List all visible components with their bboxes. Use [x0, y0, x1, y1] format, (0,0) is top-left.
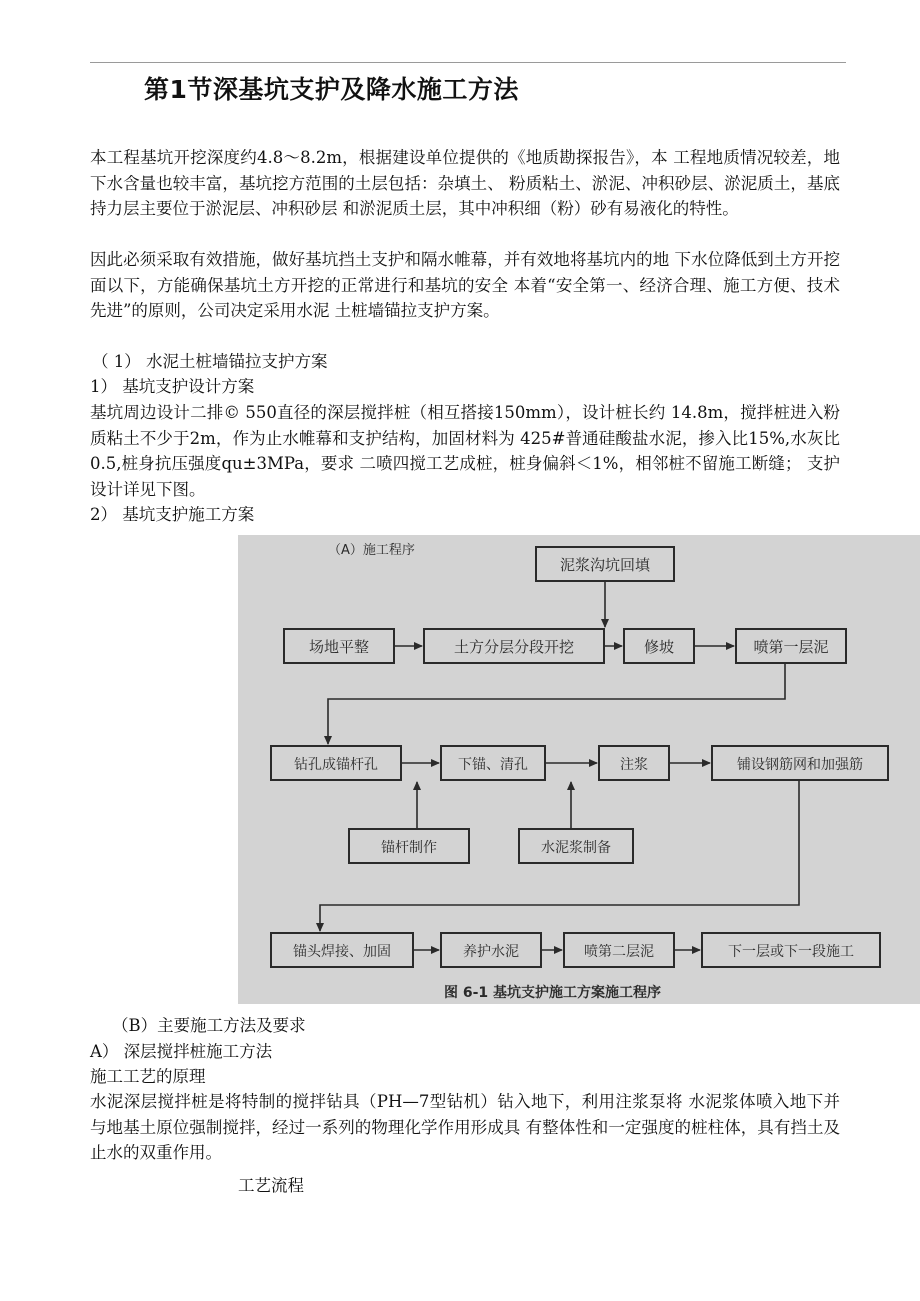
label-anchor-making: 锚杆制作: [381, 840, 437, 856]
flowchart-heading: （A）施工程序: [328, 543, 415, 558]
label-grouting: 注浆: [620, 757, 648, 773]
label-excavation: 土方分层分段开挖: [453, 638, 575, 656]
header-rule: [90, 62, 846, 63]
label-site-leveling: 场地平整: [308, 638, 370, 656]
label-mesh-reinforcement: 铺设钢筋网和加强筋: [737, 757, 863, 773]
label-insert-anchor: 下锚、清孔: [458, 757, 528, 773]
principle-paragraph: 水泥深层搅拌桩是将特制的搅拌钻具（PH—7型钻机）钻入地下，利用注浆泵将 水泥浆体喷入地下并与地基土原位强制搅拌，经过一系列的物理化学作用形成具 有整体性和一定强度的桩柱体，具有挡土及止水的双重作用。: [90, 1092, 840, 1162]
section-heading-1: （ 1） 水泥土桩墙锚拉支护方案: [92, 352, 328, 371]
process-heading: 工艺流程: [238, 1176, 304, 1195]
label-spray-second-layer: 喷第二层泥: [584, 944, 654, 960]
subheading-design: 1） 基坑支护设计方案: [90, 377, 255, 396]
design-paragraph: 基坑周边设计二排© 550直径的深层搅拌桩（相互搭接150mm），设计桩长约 14.8m，搅拌桩进入粉质粘土不少于2m，作为止水帷幕和支护结构，加固材料为 425#普通硅酸盐水泥，掺入比15%,水灰比0.5,桩身抗压强度qu±3MPa，要求 二喷四搅工艺成桩，桩身偏斜＜1%，相邻桩不留施工断缝； 支护设计详见下图。: [90, 403, 840, 499]
label-slurry-backfill: 泥浆沟坑回填: [559, 556, 651, 574]
intro-paragraph-1: 本工程基坑开挖深度约4.8～8.2m，根据建设单位提供的《地质勘探报告》，本 工程地质情况较差，地下水含量也较丰富，基坑挖方范围的土层包括：杂填土、 粉质粘土、淤泥、冲积砂层、淤泥质土，基底持力层主要位于淤泥层、冲积砂层 和淤泥质土层，其中冲积细（粉）砂有易液化的特性。: [90, 148, 840, 218]
page-title: 第1节深基坑支护及降水施工方法: [144, 75, 519, 104]
flowchart-figure: [238, 535, 920, 1004]
principle-heading: 施工工艺的原理: [90, 1067, 206, 1086]
label-next-layer: 下一层或下一段施工: [728, 944, 854, 960]
label-trim-slope: 修坡: [643, 638, 675, 656]
subheading-deep-mixing: A） 深层搅拌桩施工方法: [90, 1042, 273, 1061]
label-anchor-weld: 锚头焊接、加固: [293, 944, 391, 960]
label-curing: 养护水泥: [463, 944, 519, 960]
label-cement-slurry-prep: 水泥浆制备: [541, 840, 611, 856]
section-heading-b: （B）主要施工方法及要求: [112, 1016, 306, 1035]
subheading-construction: 2） 基坑支护施工方案: [90, 505, 255, 524]
figure-caption: 图 6-1 基坑支护施工方案施工程序: [444, 985, 662, 1001]
intro-paragraph-2: 因此必须采取有效措施，做好基坑挡土支护和隔水帷幕，并有效地将基坑内的地 下水位降低到土方开挖面以下，方能确保基坑土方开挖的正常进行和基坑的安全 本着“安全第一、经济合理、施工方便、技术先进”的原则，公司决定采用水泥 土桩墙锚拉支护方案。: [90, 250, 840, 320]
label-drill-anchor-hole: 钻孔成锚杆孔: [294, 757, 378, 773]
label-spray-first-layer: 喷第一层泥: [753, 638, 829, 656]
